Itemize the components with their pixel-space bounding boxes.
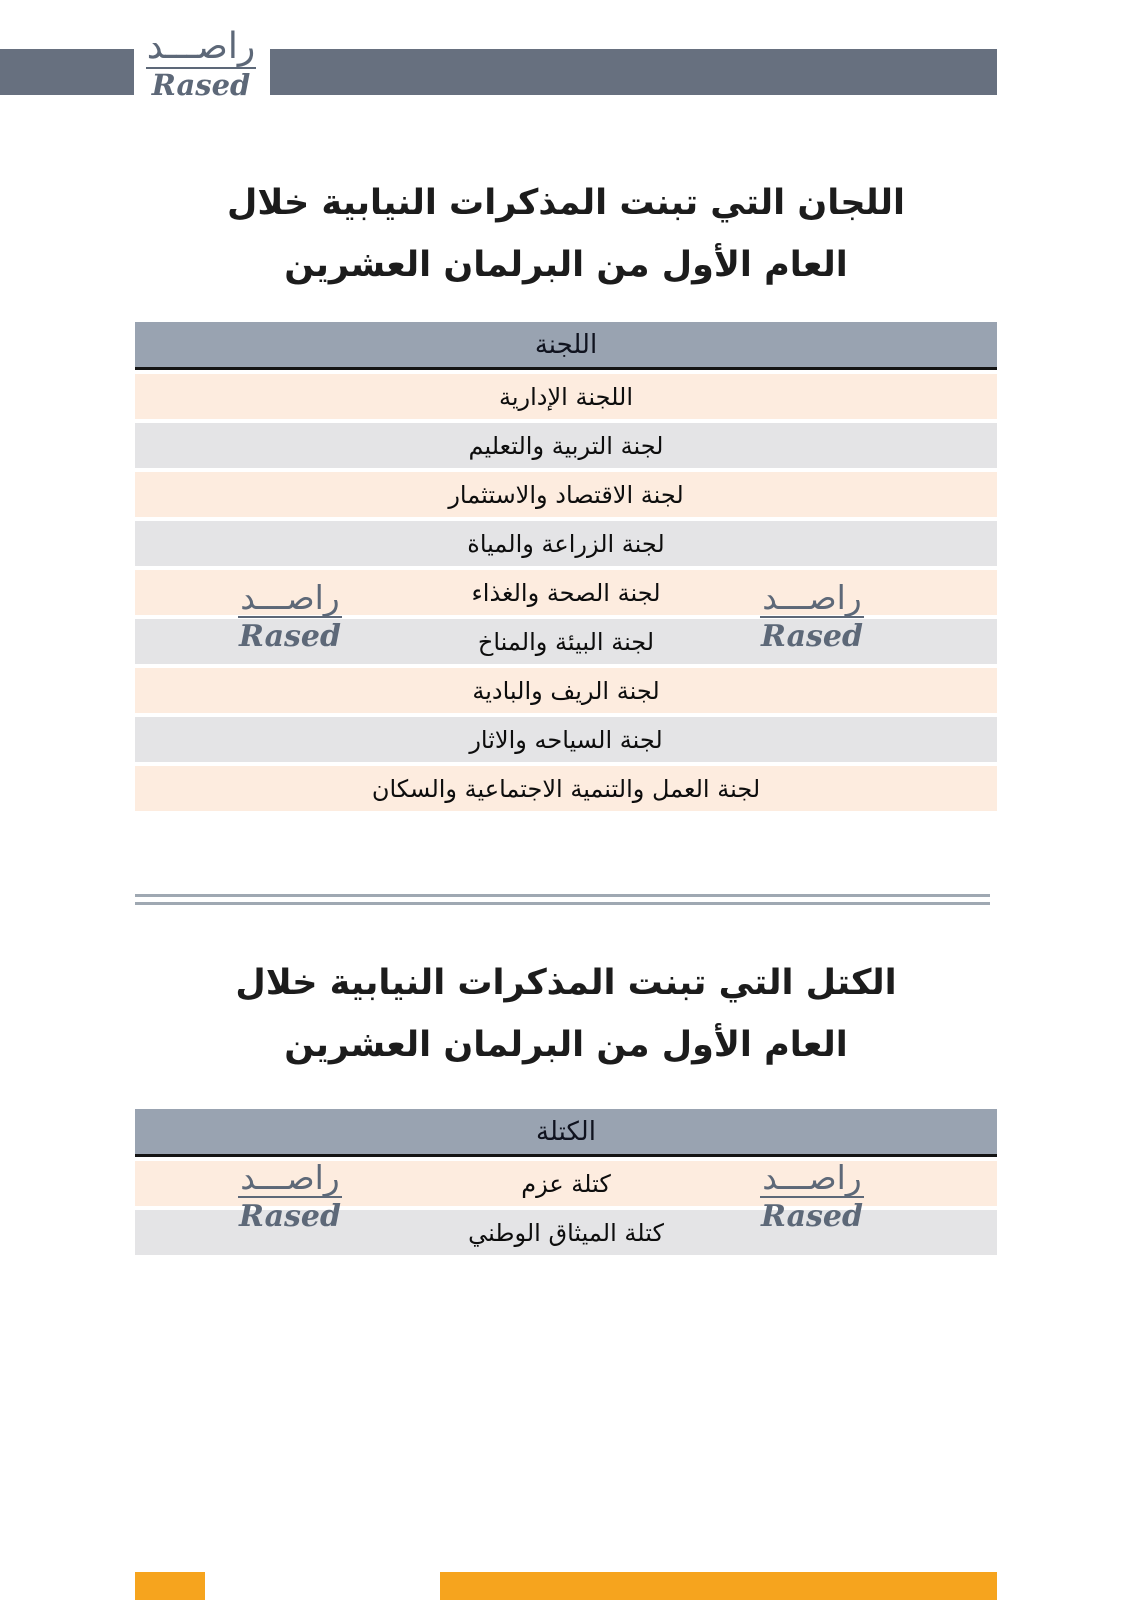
table-row: لجنة الاقتصاد والاستثمار [135, 472, 997, 517]
header-bar-left-segment [0, 49, 134, 95]
committees-table [135, 322, 997, 811]
table-row: لجنة الريف والبادية [135, 668, 997, 713]
watermark-arabic-text: راصـــد [762, 1158, 862, 1197]
watermark-arabic-text: راصـــد [240, 578, 340, 617]
committees-table-header-cell: اللجنة [135, 322, 997, 370]
rased-logo-latin-text: Rased [151, 68, 251, 103]
watermark-latin-text: Rased [760, 1199, 863, 1235]
committees-section-title [0, 172, 1132, 296]
committees-title-line1: اللجان التي تبنت المذكرات النيابية خلال [227, 183, 905, 223]
watermark-arabic-text: راصـــد [240, 1158, 340, 1197]
rased-logo-arabic-text: راصـــد [146, 26, 257, 69]
blocs-table [135, 1109, 997, 1255]
table-row: كتلة الميثاق الوطني [135, 1210, 997, 1255]
blocs-table-body [135, 1158, 997, 1255]
blocs-title-line2: العام الأول من البرلمان العشرين [284, 1025, 848, 1065]
rased-logo [136, 26, 266, 103]
table-row: اللجنة الإدارية [135, 374, 997, 419]
footer-accent-bar [440, 1572, 997, 1600]
watermark-latin-text: Rased [238, 619, 341, 655]
table-row: لجنة السياحه والاثار [135, 717, 997, 762]
watermark-latin-text: Rased [760, 619, 863, 655]
section-divider [135, 894, 990, 905]
watermark-latin-text: Rased [238, 1199, 341, 1235]
table-row: لجنة العمل والتنمية الاجتماعية والسكان [135, 766, 997, 811]
blocs-section-title [0, 952, 1132, 1076]
committees-table-body [135, 374, 997, 811]
table-row: لجنة الزراعة والمياة [135, 521, 997, 566]
table-row: كتلة عزم [135, 1161, 997, 1206]
blocs-table-header-cell: الكتلة [135, 1109, 997, 1157]
blocs-title-line1: الكتل التي تبنت المذكرات النيابية خلال [235, 963, 897, 1003]
footer-accent-square [135, 1572, 205, 1600]
table-row: لجنة الصحة والغذاء [135, 570, 997, 615]
watermark-arabic-text: راصـــد [762, 578, 862, 617]
table-row: لجنة التربية والتعليم [135, 423, 997, 468]
header-bar-right-segment [270, 49, 997, 95]
table-row: لجنة البيئة والمناخ [135, 619, 997, 664]
committees-title-line2: العام الأول من البرلمان العشرين [284, 245, 848, 285]
